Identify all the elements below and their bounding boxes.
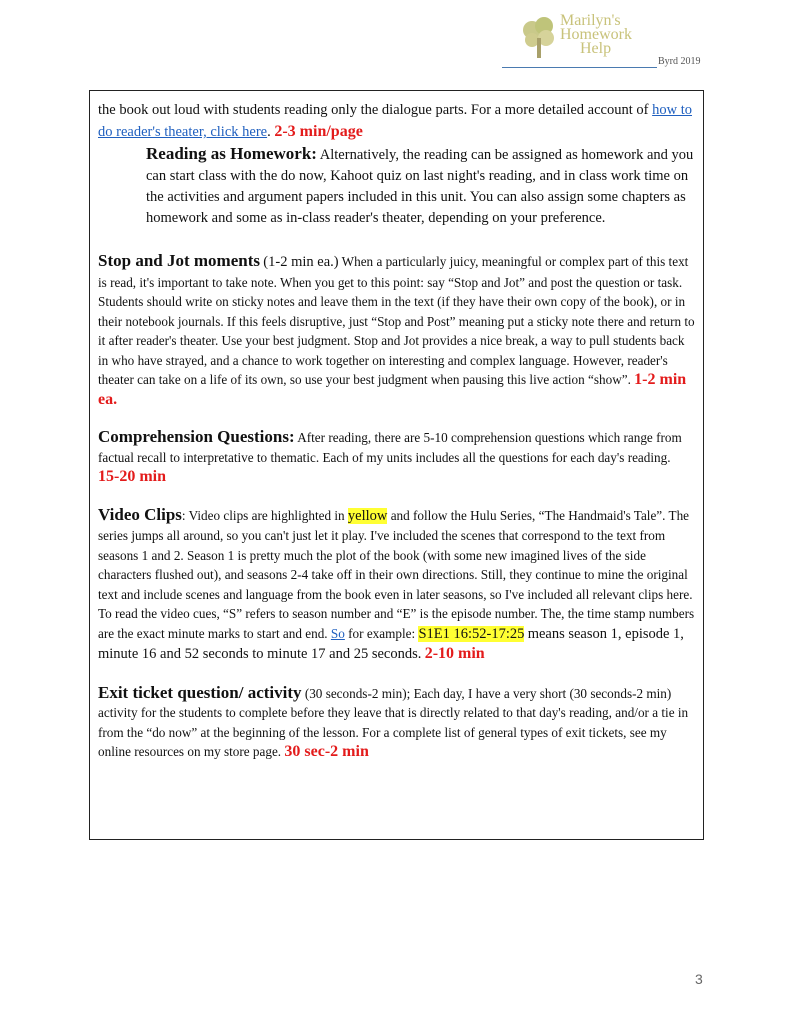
time-badge: 30 sec-2 min <box>284 743 369 760</box>
comprehension-paragraph: Comprehension Questions: After reading, there are 5-10 comprehension questions which range from factual recall to interpretative to thematic. Each of my units includes all the questions for each day's reading. 15-20 min <box>98 427 682 485</box>
logo <box>520 14 670 64</box>
exit-heading: Exit ticket question/ activity <box>98 682 302 702</box>
time-badge: 15-20 min <box>98 468 166 485</box>
author-year: Byrd 2019 <box>658 56 701 67</box>
header-rule <box>502 67 657 68</box>
time-badge: 2-3 min/page <box>274 123 363 140</box>
exit-paragraph: Exit ticket question/ activity (30 seconds-2 min); Each day, I have a very short (30 seconds-2 min) activity for the students to complete before they leave that is directly related to that day's reading, and/or a tie in from the “do now” at the beginning of the lesson. For a complete list of general types of exit tickets, see my online resources on my store page. 30 sec-2 min <box>98 682 689 760</box>
video-heading: Video Clips <box>98 504 182 524</box>
highlight-yellow: yellow <box>347 507 388 524</box>
so-link: So <box>330 625 345 641</box>
stop-jot-paragraph: Stop and Jot moments (1-2 min ea.) When a particularly juicy, meaningful or complex part of this text is read, it's important to take note. When you get to this point: say “Stop and Jot” and post the question or task. Students should write on sticky notes and leave them in the text (if they have their own copy of the book), or in their notebook journals. If this feels disruptive, just “Stop and Post” meaning put a sticky note there and return to it after reader's theater. Use your best judgment. Stop and Jot provides a nice break, a way to pull students back in who have strayed, and a chance to work together on interesting and complex language. However, reader's theater can take on a life of its own, so use your best judgment when pausing this live action “show”. 1-2 min ea. <box>98 251 695 408</box>
content-box <box>89 90 704 840</box>
homework-paragraph: Reading as Homework: Alternatively, the reading can be assigned as homework and you can start class with the do now, Kahoot quiz on last night's reading, and in class work time on the activities and argument papers included in this unit. You can also assign some chapters as homework and some as in-class reader's theater, depending on your preference. <box>146 144 694 226</box>
example-cue: S1E1 16:52-17:25 <box>418 625 525 642</box>
readers-theater-link[interactable]: how to do reader's theater, click here <box>98 102 692 140</box>
logo-text: Marilyn's Homework Help <box>560 12 632 57</box>
stop-jot-heading: Stop and Jot moments <box>98 251 260 270</box>
time-badge: 1-2 min ea. <box>98 371 687 408</box>
video-paragraph: Video Clips: Video clips are highlighted in yellow and follow the Hulu Series, “The Handmaid's Tale”. The series jumps all around, so you can't just let it play. I've included the scenes that correspond to the text from seasons 1 and 2. Season 1 is pretty much the plot of the book (with some new imagined lives of the side characters flushed out), and seasons 2-4 take off in their own directions. Still, they continue to mine the original text and include scenes and language from the book even in later seasons, so I've included all relevant clips here. To read the video cues, “S” refers to season number and “E” is the episode number. The, the time stamp numbers are the exact minute marks to start and end. So for example: S1E1 16:52-17:25 means season 1, episode 1, minute 16 and 52 seconds to minute 17 and 25 seconds. 2-10 min <box>98 504 695 662</box>
tree-icon <box>520 16 558 60</box>
intro-paragraph: the book out loud with students reading only the dialogue parts. For a more detailed account of how to do reader's theater, click here. 2-3 min/page <box>98 102 692 140</box>
homework-heading: Reading as Homework: <box>146 144 317 163</box>
page-number: 3 <box>695 971 703 987</box>
comprehension-heading: Comprehension Questions: <box>98 427 295 446</box>
time-badge: 2-10 min <box>424 645 485 662</box>
